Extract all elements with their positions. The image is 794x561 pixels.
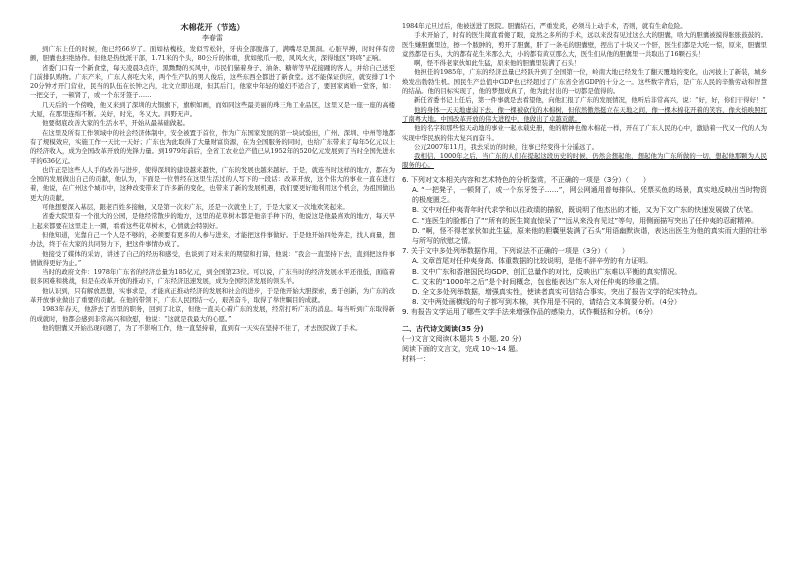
article-paragraph: 1984年元旦过后，他被送进了医院。胆囊结石，严重发炎，必须马上动手术，否则，就有生命危险。	[402, 22, 687, 30]
article-paragraph: 到广东上任的时候，他已经66岁了。面如枯槐枝，发似雪松针，牙齿全部脱落了，满嘴尽是黑洞。心脏早搏，时时伴有房颤，胆囊也拒绝协作。但他是热忱派干部，1.71米的个头，80公斤的体重，犹如熊爪一般，风风火火，深得地区“咚咚”正响。	[30, 45, 395, 63]
section-two	[402, 324, 767, 365]
article-paragraph: 他的名字和那些惊天动地的事业一起永载史册，他的精神也像木棉花一样，开在了广东人民的心中，激励着一代又一代的人为实现中华民族的伟大复兴而奋斗。	[402, 124, 767, 142]
article-paragraph: 1983年春天，他辞去了省里的职务，回到了北京，但他一直关心着广东的发展，经常打听广东的消息。每当听到广东取得新的成就时，他都会感到非常高兴和欣慰，他说：“这就是我最大的心愿。”	[30, 305, 395, 323]
article-paragraph: 新任省委书记上任后，第一件事就是去看望他，向他汇报了广东的发展情况，他听后非常高兴，说：“好，好，你们干得好！”	[414, 96, 766, 105]
question-stem: 9. 有报告文学运用了哪些文学手法来增强作品的感染力，试作概括和分析。（6分）	[402, 308, 657, 317]
article-title: 木棉花开（节选）	[180, 22, 245, 32]
question-option: D. 全文多处列举数据，增强真实性，使读者真实可信结合事实，突出了报告文学的纪实特点。	[412, 287, 702, 296]
article-paragraph: 也许正是这些人人手的改善与进步，使得深圳的建设越来越快，广东的发展也越来越好。于是，就连当时这样的地方，都在为全国的发展做出自己的贡献，他认为，下面是一位曾经在这里生活过的人写下的一段话：改革开放，这个伟大的事业一直在进行着，他说，在广州这个城市中，这种改变带来了许多新的变化，也带来了新的发展机遇，我们要更好地利用这个机会，为祖国做出更大的贡献。	[30, 165, 395, 202]
article-paragraph: 他的身体一天天地虚弱下去，像一棵被砍伐的木棉树，但依然傲然挺立在天地之间，像一棵木棉花开着的笑容，像火焰映照红了南粤大地。中国改革开放的伟大进程中，他做出了卓越贡献。	[402, 105, 767, 123]
article-body-continued	[402, 22, 767, 171]
article-paragraph: 他的胆囊又开始出现问题了，为了不影响工作，他一直坚持着，直到有一天实在坚持不住了，才去医院做了手术。	[42, 323, 362, 332]
article-paragraph: 几天后的一个傍晚，他又来到了深圳的大铜旗下，旗帜如画，而如同这些最美丽的珠三角工业品区，这里又是一座一座的高楼大厦，在那里连绵不断。关好，时光，冬又大。四野无声。	[30, 100, 395, 119]
article-paragraph: 公元2007年11月，我去采访的时候，往事已经变得十分遥远了。	[414, 142, 599, 151]
article-paragraph: 省委大院里有一个很大的公园，是他经常散步的地方，这里的花草树木都是他亲手种下的，他说这是他最喜欢的地方，每天早上起来都要在这里走上一圈，看看这些花草树木，心情就会特别好。	[30, 212, 395, 230]
article-paragraph: 啊，怪不得老家伙如此生猛，原来他的胆囊里装满了石头！	[414, 59, 581, 68]
question-option: A. 文章首尾对任仲夷身高、体重数据的比较说明，是他不辞辛劳的有力证明。	[412, 257, 653, 266]
section-instruction: 阅读下面的文言文，完成 10～14 题。	[402, 344, 523, 353]
question-stem: 7. 关于文中多处列举数据作用，下列说法不正确的一项是（3分）（ ）	[402, 247, 629, 256]
question-stem: 6. 下列对文本相关内容和艺术特色的分析鉴赏，不正确的一项是（3分）（ ）	[402, 175, 650, 184]
section-subheading: (一)文言文阅读(本题共 5 小题, 20 分)	[402, 334, 522, 343]
article-paragraph: 可他想要深入基层，跟老百姓多接触，又是第一次来广东，还是一次就坐上了，于是大家又一次地欢笑起来。	[42, 203, 349, 212]
article-paragraph: 他接受了媒体的采访，讲述了自己的经历和感受，也谈到了对未来的期望和打算，他说：“我会一直坚持下去，直到把这件事情做得更好为止。”	[30, 249, 395, 267]
question-option: B. 文中广东和香港国民均GDP、创汇总量作的对比，反映出广东难以平衡的真实情况。	[412, 267, 682, 276]
article-body	[30, 45, 395, 333]
section-material: 材料一：	[402, 355, 430, 363]
left-column	[30, 22, 395, 333]
question-option: 8. 文中两处画横线的句子都写到木棉，其作用是不同的，请结合文本简要分析。（4分）	[412, 298, 681, 307]
article-paragraph: 他要彻底改善大家的生活水平，开始从最基础做起。	[42, 119, 189, 128]
article-paragraph: 当时的政府文件：1978年广东省的经济总量为185亿元，到全国第23位。可以说，广东当时的经济发展水平还很低，面临着很多困难和挑战，但是在改革开放的推动下，广东经济迅速发展，成为全国经济发展的领头羊。	[30, 268, 395, 286]
article-paragraph: 他担任的1985年，广东的经济总量已经跃升到了全国第一位，岭南大地已经发生了翻天覆地的变化，山河披上了新装，城乡焕发出勃勃生机。国民生产总值中GDP也已经超过了广东省全省GDP的十分之一。这些数字背后，是广东人民的辛勤劳动和智慧的结晶。他的目标实现了，他的梦想成真了，他为此付出的一切都是值得的。	[402, 68, 767, 96]
article-paragraph: 在这里及所有工作领域中的社会经济体制中，安全被置于首位，作为广东国家发展的第一块试验田，广州、深圳、中州等地都有了规模效应，实施工作一天比一天好；广东也为此取得了大量财富资源，在为全国服务的同时，也给广东带来了每年5亿元以上的经济收入，成为全国改革开放的先锋力量。到1979年前后，全省工农业总产值已从1952年的520亿元发展到了当时全国先进水平的636亿元。	[30, 128, 395, 165]
question-option: C. “连医生的脸都白了”“所有的医生简直惊呆了”“远从来没有见过”等句，用侧面描写突出了任仲夷的忍耐精神。	[412, 216, 759, 225]
article-paragraph: 我相信，1000年之后，当广东的人们在提起这段历史的时候，仍然会想起他，想起他为广东所做的一切，想起他那颗为人民服务的心。	[402, 152, 767, 170]
article-paragraph: 但他知道，光靠自己一个人是不够的，必须要有更多的人参与进来，才能把这件事做好。于是他开始四处奔走，找人商量，想办法，终于在大家的共同努力下，把这件事情办成了。	[30, 230, 395, 249]
article-author: 李春雷	[202, 34, 223, 42]
right-column	[402, 22, 767, 364]
article-paragraph: 手术开始了，时有的医生简直看傻了眼，竟然之多所的手术，远以来没有见过这么大的胆囊，啥大的胆囊被摸得胀胀鼓鼓的。医生嫌胆囊里边，擦一个脓肿的，剪开了胆囊，肝了一条毛的胆囊壁，捏出了十块又一个肝，医生们都是大吃一惊，原来，胆囊里竟然都是石头，大的都有花生米那么大，小的都有黄豆那么大，医生们从他的胆囊里一共取出了16颗石头！	[402, 31, 767, 58]
article-paragraph: 他认识到，只有解放思想，实事求是，才能真正推动经济的发展和社会的进步，于是他开始大胆探索，勇于创新，为广东的改革开放事业做出了重要的贡献。在他的带领下，广东人民团结一心，艰苦奋斗，取得了举世瞩目的成就。	[30, 286, 395, 305]
question-option: B. 文中对任仲夷青年时代求学和以往政绩的描叙，既说明了他杰出的才能，又为下文广东的快速发展做了伏笔。	[412, 206, 758, 215]
section-heading: 二、古代诗文阅读(35 分)	[402, 324, 484, 333]
question-option: C. 文末的“1000年之后”是个时间概念，包也能表达广东人对任仲夷的珍重之情。	[412, 277, 664, 286]
article-paragraph: 省委门口有一个新食堂，每天凌晨3点许，黑黝黝的买风中，市民们猫着身子、油条、糖蒂等早花接踵的客人，并给自己送至门前排队购物。广东产米，广东人喜吃大米，两个生产队的男人俊后，这些东西全都进了新食堂。远不能保证供应，就安排了1个20分钟才开门营业，民当的队伍在长钟之内，北文立即出现，但其后门，他家中年轻的媳妇不适合了，要回家离婚一堂客，如：一把交子，一顿肾了，或一个东牙签子……	[30, 63, 395, 100]
question-option: D. “啊，怪不得老家伙如此生猛，原来他的胆囊里装满了石头”用语幽默诙谐，表达出医生为他的真实而大胆的壮举与所写的欣慰之情。	[412, 226, 767, 245]
question-option: A. “一把凳子，一顿肾了，或一个东牙签子……”，网公网通用普每排队、凭票买鱼的场景，真实地反映出当时物资的极度匮乏。	[412, 185, 767, 205]
questions	[402, 175, 767, 318]
